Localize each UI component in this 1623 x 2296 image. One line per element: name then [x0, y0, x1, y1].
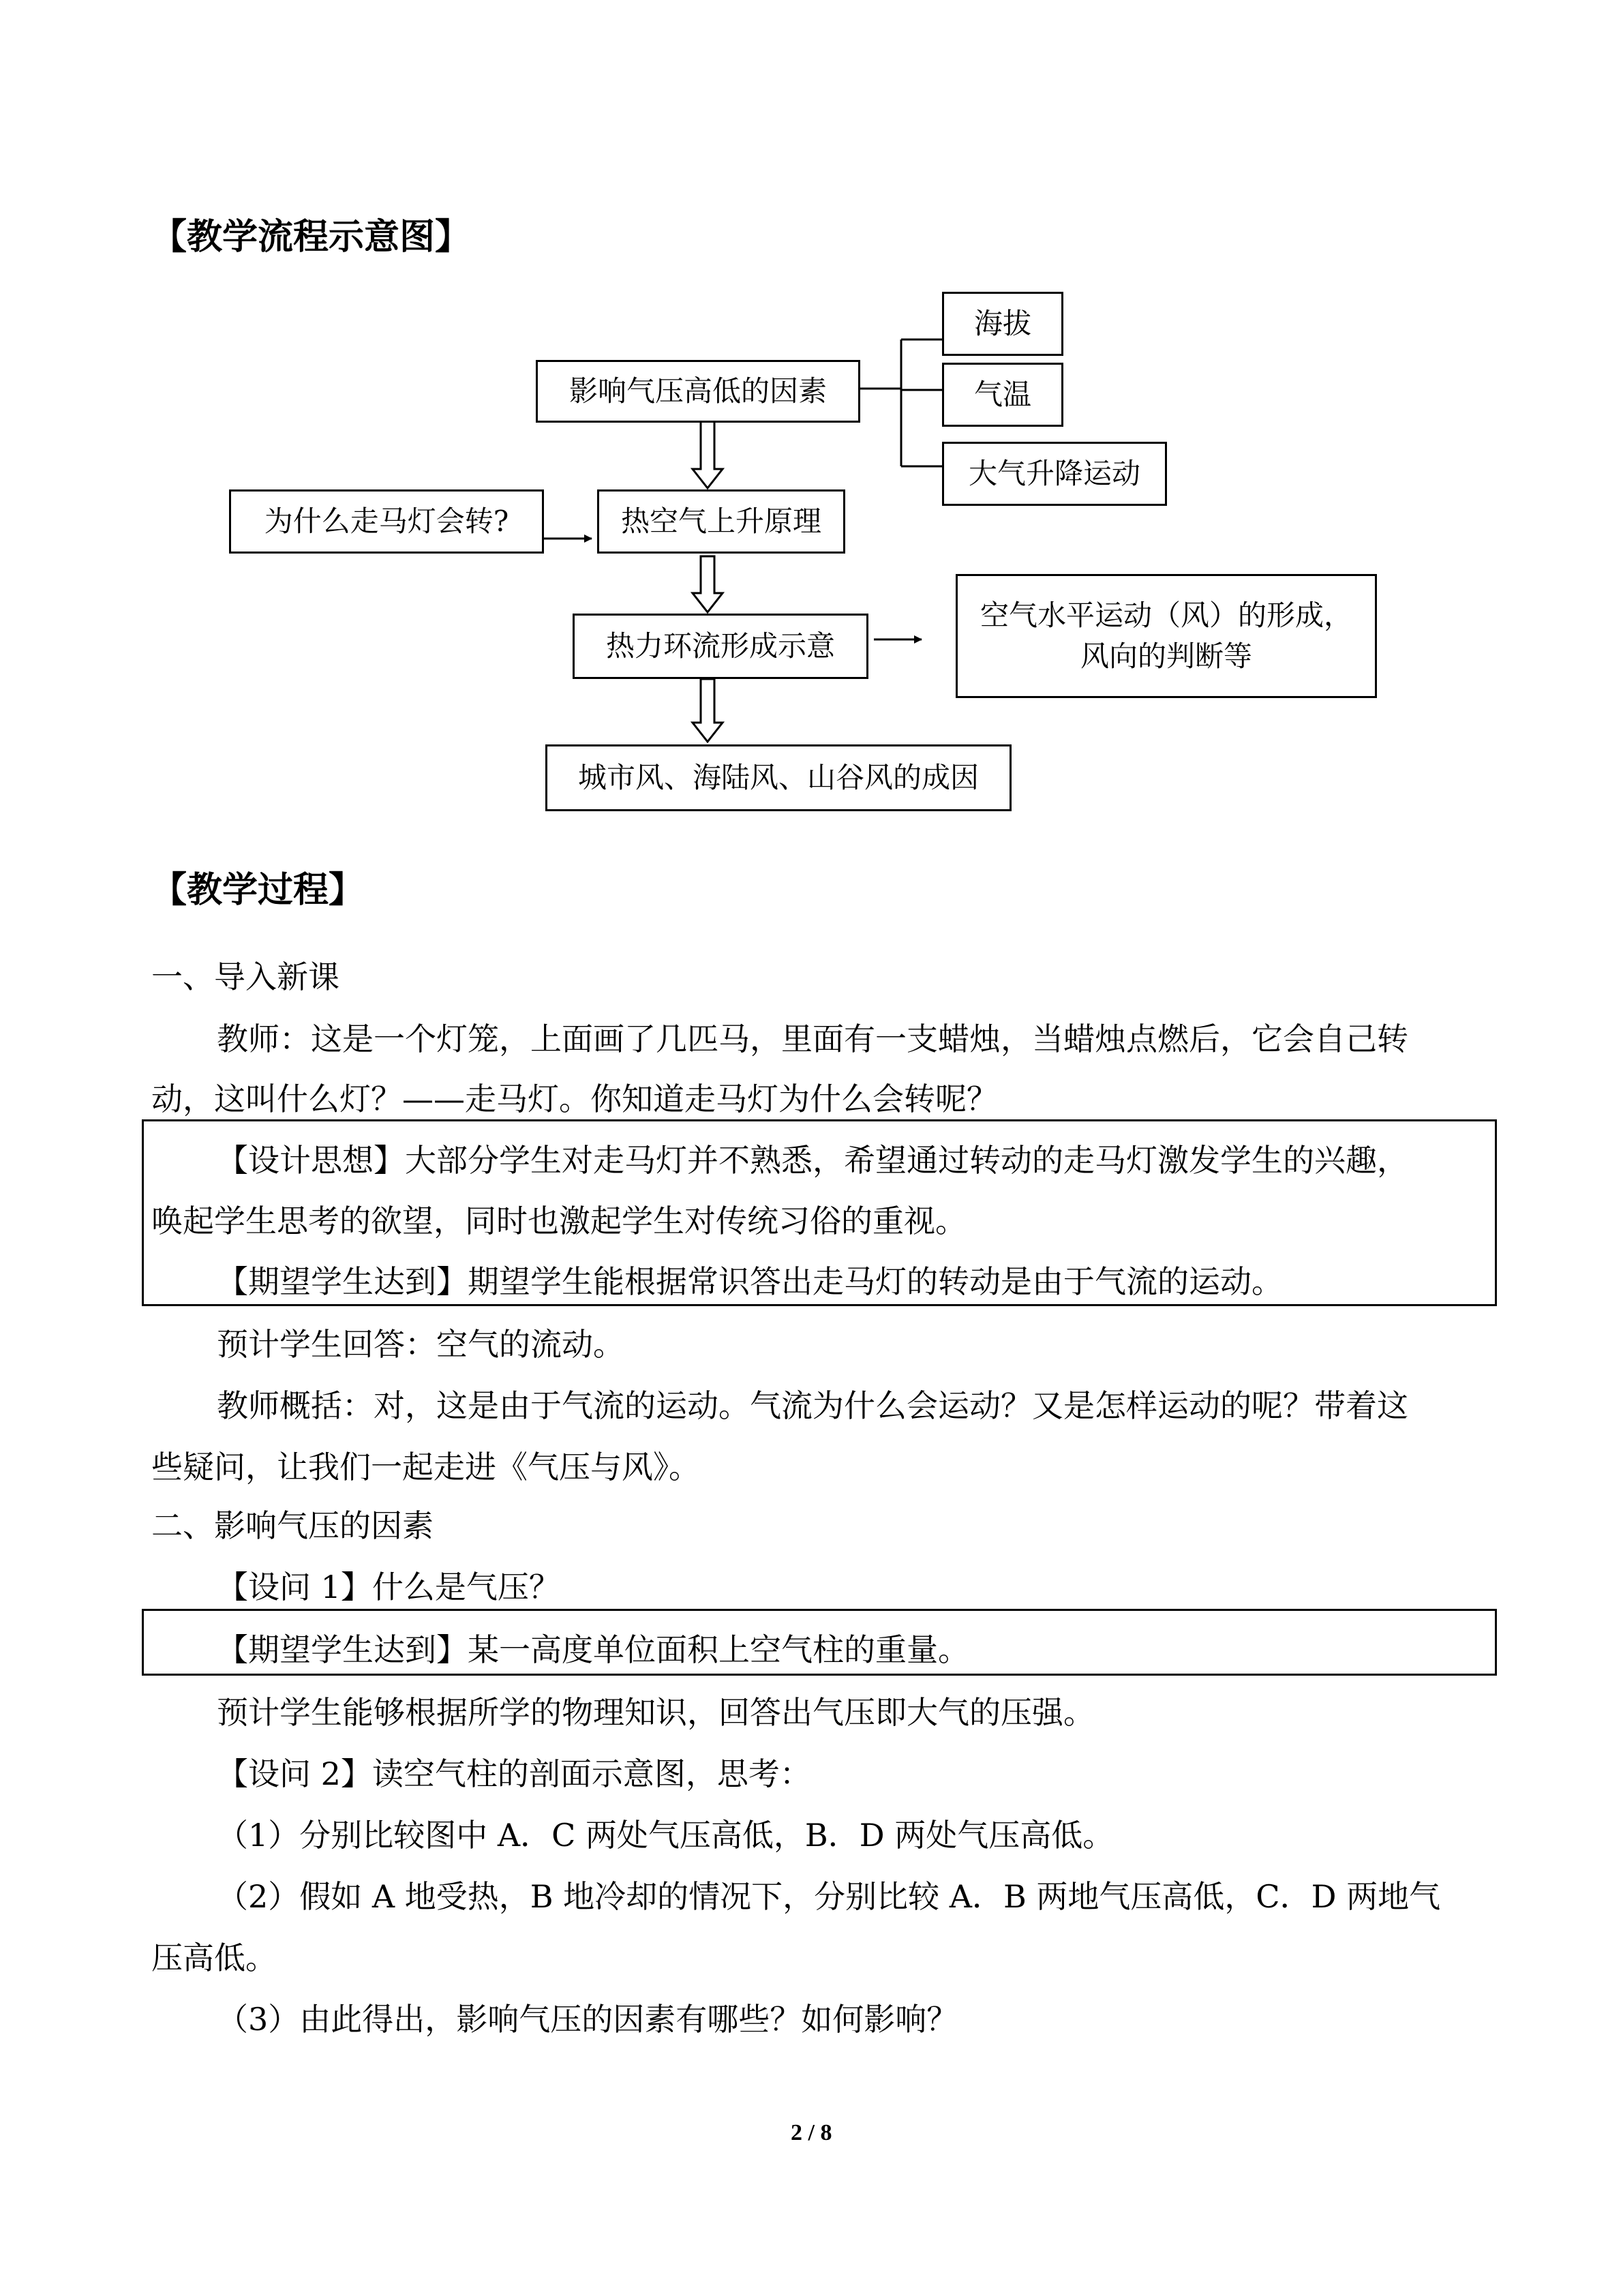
node-local-winds-label: 城市风、海陆风、山谷风的成因 — [577, 761, 979, 794]
node-pressure-factors-label: 影响气压高低的因素 — [568, 374, 827, 408]
question-2: 【设问 2】读空气柱的剖面示意图，思考： — [217, 1755, 811, 1792]
node-hot-air-principle — [597, 489, 845, 554]
heading-pressure-factors: 二、影响气压的因素 — [151, 1507, 434, 1544]
node-vertical-motion — [942, 442, 1167, 506]
design-idea-text: 唤起学生思考的欲望，同时也激起学生对传统习俗的重视。 — [151, 1203, 967, 1239]
question-item-3: （3）由此得出，影响气压的因素有哪些？如何影响？ — [217, 2001, 958, 2038]
node-altitude-label: 海拔 — [973, 307, 1031, 340]
paragraph-text: 动，这叫什么灯？——走马灯。你知道走马灯为什么会转呢？ — [151, 1081, 998, 1117]
paragraph-text: 预计学生回答：空气的流动。 — [217, 1326, 624, 1363]
design-idea-text: 【设计思想】大部分学生对走马灯并不熟悉，希望通过转动的走马灯激发学生的兴趣， — [217, 1142, 1408, 1179]
node-pressure-factors — [536, 360, 860, 423]
page-number: 2 / 8 — [791, 2120, 832, 2145]
node-local-winds — [545, 744, 1012, 811]
question-item-2: （2）假如 A 地受热，B 地冷却的情况下，分别比较 A．B 两地气压高低，C．D 两地气 — [217, 1878, 1441, 1915]
expected-outcome-text: 【期望学生达到】某一高度单位面积上空气柱的重量。 — [217, 1631, 969, 1668]
node-vertical-motion-label: 大气升降运动 — [968, 457, 1140, 490]
question-item-2-cont: 压高低。 — [151, 1939, 277, 1976]
question-1: 【设问 1】什么是气压？ — [217, 1569, 560, 1605]
section-title-flowchart: 【教学流程示意图】 — [151, 217, 471, 258]
node-wind-formation-line1: 空气水平运动（风）的形成， — [980, 599, 1352, 632]
node-thermal-circulation — [573, 614, 868, 679]
node-wind-formation — [956, 574, 1377, 698]
node-wind-formation-line2: 风向的判断等 — [1080, 639, 1252, 673]
node-temperature-label: 气温 — [973, 378, 1031, 411]
heading-intro: 一、导入新课 — [151, 958, 339, 995]
node-temperature — [942, 363, 1063, 427]
section-title-process: 【教学过程】 — [151, 870, 365, 911]
paragraph-text: 教师：这是一个灯笼，上面画了几匹马，里面有一支蜡烛，当蜡烛点燃后，它会自己转 — [217, 1021, 1408, 1057]
paragraph-text: 预计学生能够根据所学的物理知识，回答出气压即大气的压强。 — [217, 1694, 1095, 1731]
question-item-1: （1）分别比较图中 A．C 两处气压高低，B．D 两处气压高低。 — [217, 1817, 1114, 1854]
node-hot-air-principle-label: 热空气上升原理 — [620, 504, 821, 538]
node-thermal-circulation-label: 热力环流形成示意 — [605, 629, 835, 663]
paragraph-text: 教师概括：对，这是由于气流的运动。气流为什么会运动？又是怎样运动的呢？带着这 — [217, 1387, 1408, 1424]
paragraph-text: 些疑问，让我们一起走进《气压与风》。 — [151, 1449, 700, 1485]
node-lantern-question-label: 为什么走马灯会转? — [264, 504, 509, 538]
node-altitude — [942, 292, 1063, 356]
node-lantern-question — [229, 489, 544, 554]
expected-outcome-text: 【期望学生达到】期望学生能根据常识答出走马灯的转动是由于气流的运动。 — [217, 1263, 1283, 1300]
